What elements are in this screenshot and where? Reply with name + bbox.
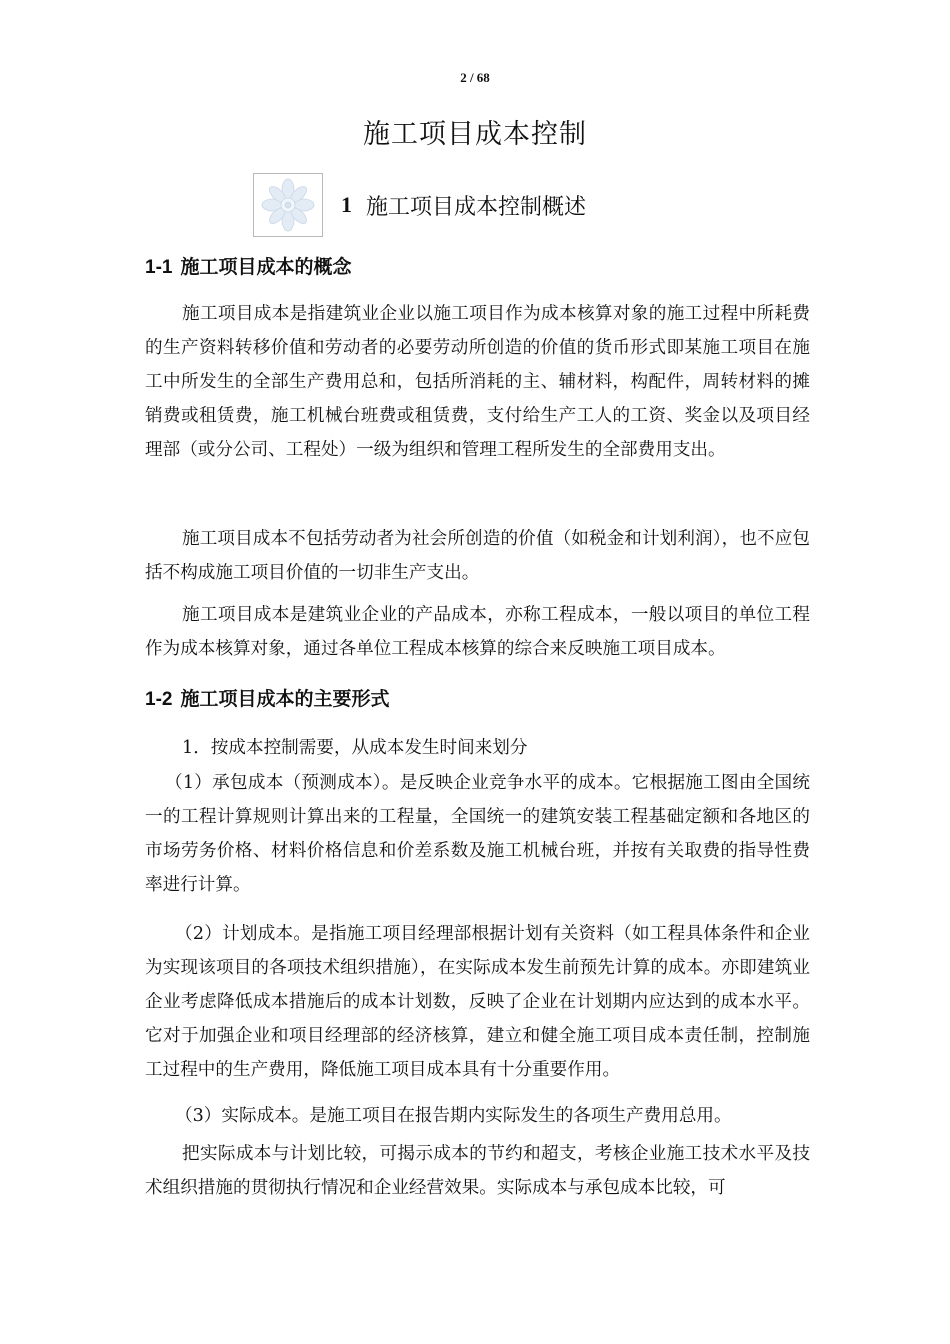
chapter-number: 1 xyxy=(341,192,352,217)
section-heading-1-2 xyxy=(145,684,389,711)
list-item: 1．按成本控制需要，从成本发生时间来划分 xyxy=(182,738,528,758)
chapter-logo xyxy=(253,173,323,237)
snowflake-ornament-icon xyxy=(257,176,319,234)
paragraph: （2）计划成本。是指施工项目经理部根据计划有关资料（如工程具体条件和企业为实现该项目的各项技术组织措施），在实际成本发生前预先计算的成本。亦即建筑业企业考虑降低成本措施后的成本计划数，反映了企业在计划期内应达到的成本水平。它对于加强企业和项目经理部的经济核算，建立和健全施工项目成本责任制，控制施工过程中的生产费用，降低施工项目成本具有十分重要作用。 xyxy=(145,924,810,1080)
chapter-heading xyxy=(253,172,703,238)
paragraph: （3）实际成本。是施工项目在报告期内实际发生的各项生产费用总用。 xyxy=(175,1106,732,1126)
paragraph: 施工项目成本是指建筑业企业以施工项目作为成本核算对象的施工过程中所耗费的生产资料转移价值和劳动者的必要劳动所创造的价值的货币形式即某施工项目在施工中所发生的全部生产费用总和，包括所消耗的主、辅材料，构配件，周转材料的摊销费或租赁费，施工机械台班费或租赁费，支付给生产工人的工资、奖金以及项目经理部（或分公司、工程处）一级为组织和管理工程所发生的全部费用支出。 xyxy=(145,304,810,460)
section-heading-1-1 xyxy=(145,252,351,279)
paragraph: 施工项目成本不包括劳动者为社会所创造的价值（如税金和计划利润），也不应包括不构成施工项目价值的一切非生产支出。 xyxy=(145,529,810,583)
section-title: 施工项目成本的概念 xyxy=(180,257,352,278)
section-number: 1-1 xyxy=(145,257,173,278)
section-number: 1-2 xyxy=(145,689,173,710)
chapter-title: 施工项目成本控制概述 xyxy=(366,194,587,220)
section-title: 施工项目成本的主要形式 xyxy=(180,689,390,710)
paragraph: 施工项目成本是建筑业企业的产品成本，亦称工程成本，一般以项目的单位工程作为成本核算对象，通过各单位工程成本核算的综合来反映施工项目成本。 xyxy=(145,605,810,659)
page-number: 2 / 68 xyxy=(460,70,490,85)
paragraph: （1）承包成本（预测成本）。是反映企业竞争水平的成本。它根据施工图由全国统一的工程计算规则计算出来的工程量，全国统一的建筑安装工程基础定额和各地区的市场劳务价格、材料价格信息和价差系数及施工机械台班，并按有关取费的指导性费率进行计算。 xyxy=(145,773,810,895)
document-title: 施工项目成本控制 xyxy=(363,119,587,150)
paragraph: 把实际成本与计划比较，可揭示成本的节约和超支，考核企业施工技术水平及技术组织措施的贯彻执行情况和企业经营效果。实际成本与承包成本比较，可 xyxy=(145,1144,810,1198)
